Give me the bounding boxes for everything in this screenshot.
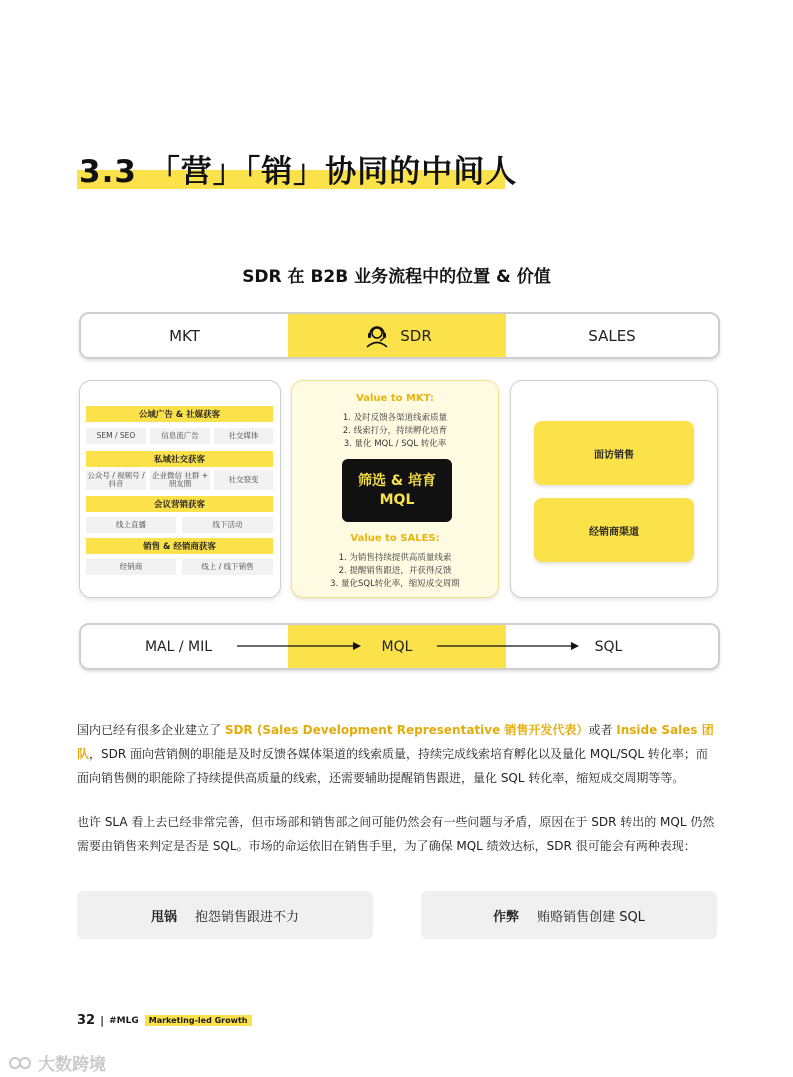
footer-separator: | bbox=[100, 1014, 105, 1027]
headset-icon bbox=[362, 323, 392, 349]
page-footer bbox=[77, 1013, 252, 1028]
value-item: 3. 量化 MQL / SQL 转化率 bbox=[343, 439, 447, 449]
channel-cell: 经销商 bbox=[86, 559, 176, 575]
role-sdr-label: SDR bbox=[400, 326, 432, 345]
paragraph-text: 或者 bbox=[588, 723, 617, 737]
paragraph-text: 国内已经有很多企业建立了 bbox=[77, 723, 225, 737]
page-number: 32 bbox=[77, 1013, 96, 1028]
arrow-right-icon bbox=[231, 625, 371, 668]
behavior-desc: 抱怨销售跟进不力 bbox=[195, 909, 300, 925]
footer-tag: #MLG bbox=[109, 1015, 139, 1026]
channel-card bbox=[79, 380, 281, 598]
channel-group-header: 私域社交获客 bbox=[86, 451, 273, 467]
highlight-inside-sales: Inside Sales 团队 bbox=[77, 723, 714, 761]
funnel-mql: MQL bbox=[381, 638, 413, 655]
channel-cell: 企业微信 社群 + 朋友圈 bbox=[151, 470, 209, 488]
behavior-key: 作弊 bbox=[493, 909, 520, 925]
behavior-key: 甩锅 bbox=[150, 909, 177, 925]
channel-cell: 信息流广告 bbox=[150, 428, 210, 444]
channel-cell: 线上 / 线下销售 bbox=[182, 559, 273, 575]
channel-cell: 社交裂变 bbox=[214, 470, 273, 490]
section-title-text: 「营」「销」协同的中间人 bbox=[148, 154, 518, 190]
channel-group-header: 公域广告 & 社媒获客 bbox=[86, 406, 273, 422]
channel-cell: 社交媒体 bbox=[214, 428, 273, 444]
role-sdr bbox=[288, 314, 506, 357]
role-row bbox=[79, 312, 720, 359]
value-item: 3. 量化SQL转化率，缩短成交周期 bbox=[330, 579, 460, 589]
section-title bbox=[79, 146, 517, 191]
value-to-sales-title: Value to SALES: bbox=[350, 533, 440, 544]
paragraph-sla: 也许 SLA 看上去已经非常完善，但市场部和销售部之间可能仍然会有一些问题与矛盾，原因在于 SDR 转出的 MQL 仍然需要由销售来判定是否是 SQL。市场的命运依旧在销售手里，为了确保 MQL 绩效达标，SDR 很可能会有两种表现： bbox=[77, 815, 715, 853]
core-function-line1: 筛选 & 培育 bbox=[358, 472, 436, 489]
watermark-logo-icon bbox=[8, 1054, 34, 1072]
channel-group-header: 会议营销获客 bbox=[86, 496, 273, 512]
channel-cell: 线下活动 bbox=[182, 517, 273, 533]
diagram-title: SDR 在 B2B 业务流程中的位置 & 价值 bbox=[242, 267, 551, 287]
highlight-sdr: SDR (Sales Development Representative 销售开发代表） bbox=[224, 723, 589, 737]
sales-card bbox=[510, 380, 718, 598]
behavior-desc: 贿赂销售创建 SQL bbox=[537, 909, 645, 925]
sales-item: 经销商渠道 bbox=[534, 498, 694, 562]
behavior-box bbox=[77, 891, 373, 939]
channel-cell: 公众号 / 视频号 / 抖音 bbox=[87, 470, 145, 488]
paragraph-text: ，SDR 面向营销侧的职能是及时反馈各媒体渠道的线索质量，持续完成线索培育孵化以及量化 MQL/SQL 转化率；而面向销售侧的职能除了持续提供高质量的线索，还需要辅助提醒销售跟进，量化 SQL 转化率，缩短成交周期等等。 bbox=[77, 747, 708, 785]
channel-cell: SEM / SEO bbox=[86, 428, 146, 444]
behavior-box bbox=[421, 891, 717, 939]
footer-tagline: Marketing-led Growth bbox=[145, 1015, 252, 1026]
value-item: 2. 线索打分，持续孵化培育 bbox=[342, 426, 448, 436]
watermark-text: 大数跨境 bbox=[38, 1055, 106, 1075]
role-mkt: MKT bbox=[169, 326, 200, 345]
channel-cell: 线上直播 bbox=[86, 517, 176, 533]
core-function-line2: MQL bbox=[379, 491, 415, 508]
funnel-row bbox=[79, 623, 720, 670]
sales-item: 面访销售 bbox=[534, 421, 694, 485]
paragraph-sdr-role bbox=[77, 718, 719, 790]
core-function-box bbox=[342, 459, 452, 522]
section-number: 3.3 bbox=[79, 154, 137, 190]
watermark bbox=[8, 1050, 106, 1075]
value-item: 2. 提醒销售跟进，并获得反馈 bbox=[338, 566, 452, 576]
arrow-right-icon bbox=[431, 625, 583, 668]
channel-group-header: 销售 & 经销商获客 bbox=[86, 538, 273, 554]
value-item: 1. 及时反馈各渠道线索质量 bbox=[342, 413, 448, 423]
role-sales: SALES bbox=[588, 326, 636, 345]
value-item: 1. 为销售持续提供高质量线索 bbox=[338, 553, 452, 563]
value-to-mkt-title: Value to MKT: bbox=[356, 393, 434, 404]
funnel-mal-mil: MAL / MIL bbox=[144, 638, 213, 655]
funnel-sql: SQL bbox=[594, 638, 623, 655]
sdr-value-card bbox=[291, 380, 499, 598]
